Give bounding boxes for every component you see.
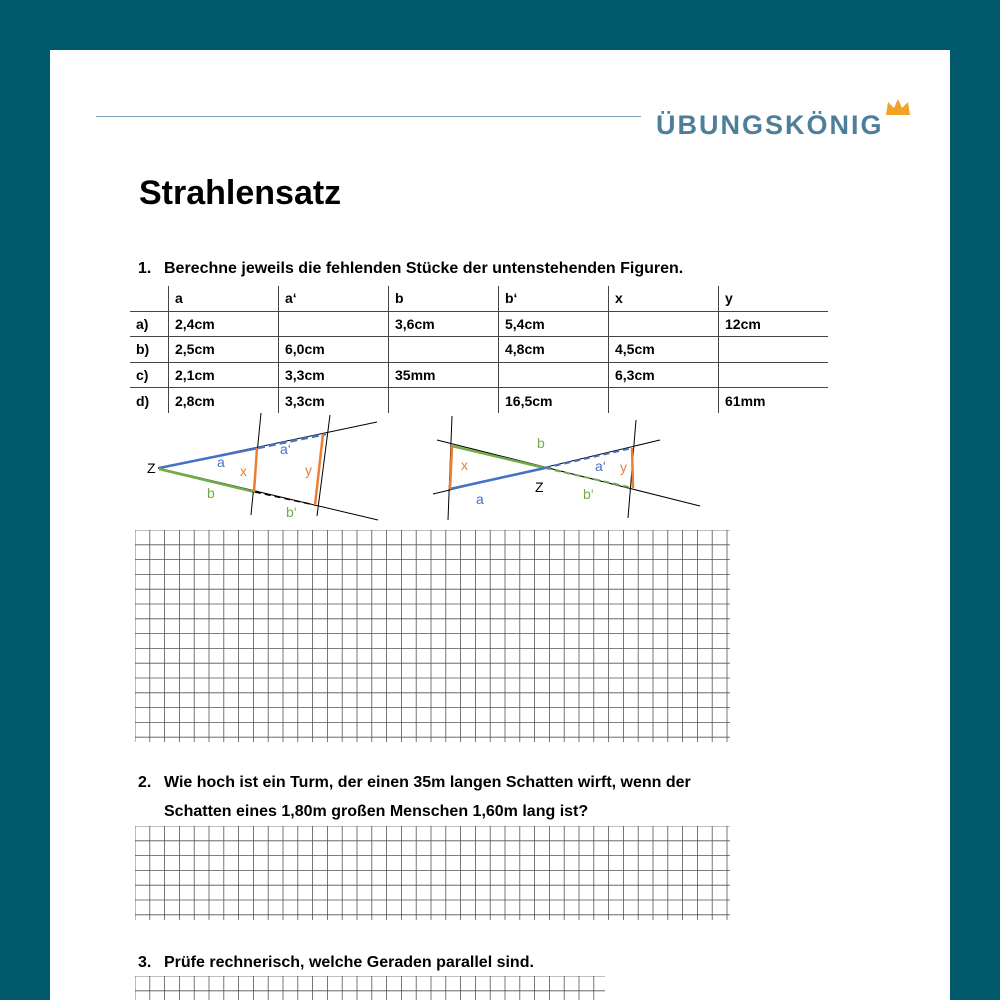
- table-header-row: [130, 286, 828, 311]
- task-text: Prüfe rechnerisch, welche Geraden parallel sind.: [164, 954, 534, 971]
- table-row: [130, 388, 828, 413]
- label-x: x: [240, 463, 247, 479]
- table-cell: 6,0cm: [279, 337, 389, 363]
- segment-a-prime: [258, 434, 326, 448]
- table-header-cell: y: [719, 286, 829, 311]
- table-cell: 3,3cm: [279, 388, 389, 413]
- table-cell: 5,4cm: [499, 311, 609, 337]
- label-b-prime: b‘: [583, 486, 594, 502]
- label-a-prime: a‘: [280, 441, 291, 457]
- table-header-cell: [130, 286, 169, 311]
- label-y: y: [305, 462, 312, 478]
- table-cell: [279, 311, 389, 337]
- crown-icon: [885, 98, 911, 116]
- table-cell: [719, 337, 829, 363]
- table-header-cell: a‘: [279, 286, 389, 311]
- table-cell: [499, 362, 609, 388]
- header-rule: [96, 116, 641, 117]
- table-row: [130, 362, 828, 388]
- label-a-prime: a‘: [595, 458, 606, 474]
- figure-rays-right: [425, 412, 715, 524]
- task-number: 3.: [138, 954, 152, 971]
- label-z: Z: [535, 479, 544, 495]
- segment-b-prime: [255, 492, 315, 505]
- table-cell: 4,5cm: [609, 337, 719, 363]
- table-header-cell: x: [609, 286, 719, 311]
- answer-grid-3: [135, 976, 605, 1000]
- page-title: Strahlensatz: [139, 174, 342, 212]
- answer-grid-2: [135, 826, 730, 920]
- table-cell: c): [130, 362, 169, 388]
- label-b-prime: b‘: [286, 504, 297, 520]
- label-b: b: [537, 435, 545, 451]
- label-x: x: [461, 457, 468, 473]
- task-1: [138, 260, 683, 278]
- table-cell: [609, 388, 719, 413]
- table-cell: 3,6cm: [389, 311, 499, 337]
- table-cell: 16,5cm: [499, 388, 609, 413]
- table-cell: b): [130, 337, 169, 363]
- task-3: [138, 954, 534, 972]
- table-cell: 2,4cm: [169, 311, 279, 337]
- label-a: a: [217, 454, 225, 470]
- table-cell: 2,1cm: [169, 362, 279, 388]
- table-cell: d): [136, 392, 150, 409]
- figure-rays-left: [140, 412, 385, 524]
- table-header-cell: b: [389, 286, 499, 311]
- table-header-cell: a: [169, 286, 279, 311]
- table-header-cell: b‘: [499, 286, 609, 311]
- task-text: Berechne jeweils die fehlenden Stücke der untenstehenden Figuren.: [164, 260, 684, 277]
- label-y: y: [620, 459, 627, 475]
- task-number: 1.: [138, 260, 152, 277]
- label-a: a: [476, 491, 484, 507]
- table-cell: 6,3cm: [609, 362, 719, 388]
- table-cell: [609, 311, 719, 337]
- table-cell: [719, 362, 829, 388]
- table-cell: 61mm: [719, 388, 829, 413]
- task-2-continued: [164, 803, 588, 821]
- table-row: [130, 337, 828, 363]
- worksheet-page: [50, 50, 950, 1000]
- table-cell: 4,8cm: [499, 337, 609, 363]
- table-cell: [389, 337, 499, 363]
- table-row: [130, 311, 828, 337]
- task-2: [138, 774, 691, 792]
- brand-logo: ÜBUNGSKÖNIG: [656, 110, 884, 140]
- table-cell: a): [130, 311, 169, 337]
- table-cell: 12cm: [719, 311, 829, 337]
- task-number: 2.: [138, 774, 152, 791]
- table-cell: 35mm: [389, 362, 499, 388]
- table-cell: 2,5cm: [169, 337, 279, 363]
- task-text-line-2: Schatten eines 1,80m großen Menschen 1,60m lang ist?: [164, 803, 589, 820]
- answer-grid-1: [135, 530, 730, 742]
- table-cell: [389, 388, 499, 413]
- values-table: [130, 286, 828, 413]
- label-b: b: [207, 485, 215, 501]
- table-cell: 2,8cm: [169, 388, 279, 413]
- segment-a-prime: [545, 448, 632, 468]
- table-cell: 3,3cm: [279, 362, 389, 388]
- label-z: Z: [147, 460, 156, 476]
- segment-x: [254, 448, 257, 492]
- segment-y: [632, 448, 633, 488]
- segment-y: [315, 434, 323, 505]
- task-text-line-1: Wie hoch ist ein Turm, der einen 35m langen Schatten wirft, wenn der: [164, 774, 691, 791]
